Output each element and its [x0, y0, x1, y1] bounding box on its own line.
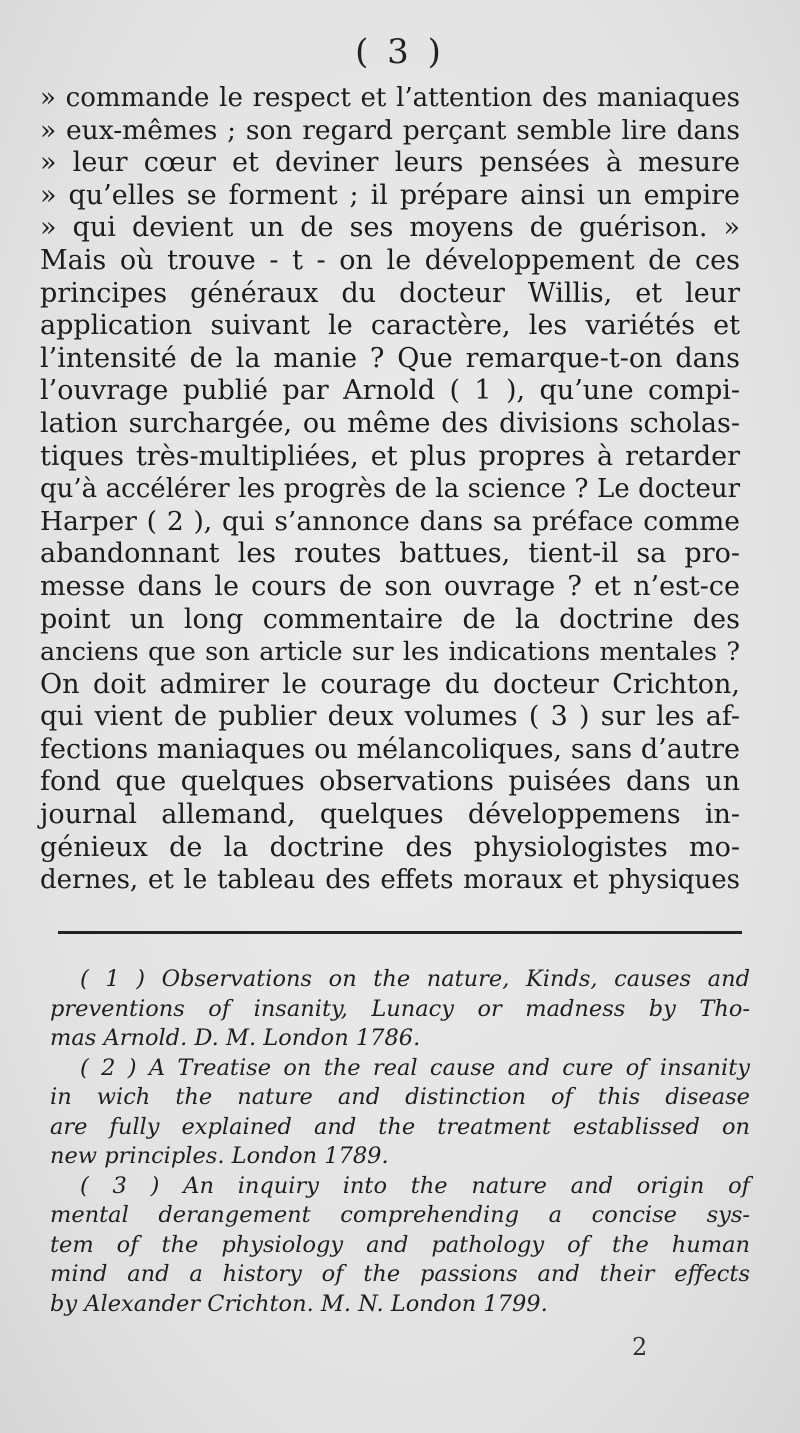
text-line: abandonnant les routes battues, tient-il sa pro- [40, 538, 740, 570]
text-line: qui vient de publier deux volumes ( 3 ) sur les af- [40, 701, 740, 733]
footnote-line: tem of the physiology and pathology of the human [50, 1231, 750, 1258]
text-line: » qu’elles se forment ; il prépare ainsi un empire [40, 179, 740, 211]
footnote-line: ( 2 ) A Treatise on the real cause and cure of insanity [80, 1054, 750, 1081]
text-line: génieux de la doctrine des physiologistes mo- [40, 831, 740, 863]
text-line: l’intensité de la manie ? Que remarque-t-on dans [40, 342, 740, 374]
footnote-line: preventions of insanity, Lunacy or madness by Tho- [50, 995, 750, 1022]
footnote-line: mental derangement comprehending a concise sys- [50, 1202, 750, 1228]
footnote-line: are fully explained and the treatment establissed on [50, 1113, 750, 1140]
text-line: Mais où trouve - t - on le développement de ces [40, 244, 740, 276]
footnote-line: mas Arnold. D. M. London 1786. [50, 1025, 421, 1051]
signature-mark: 2 [632, 1333, 648, 1361]
text-line: principes généraux du docteur Willis, et leur [40, 277, 740, 309]
text-line: lation surchargée, ou même des divisions scholas- [40, 407, 740, 439]
footnote-divider [58, 931, 742, 934]
text-line: » qui devient un de ses moyens de guérison. » [40, 212, 740, 244]
text-line: journal allemand, quelques développemens in- [40, 799, 740, 831]
footnotes [50, 965, 750, 1319]
footnote-line: mind and a history of the passions and their effects [50, 1261, 750, 1287]
page-number: ( 3 ) [355, 32, 445, 72]
footnote-line: new principles. London 1789. [50, 1143, 389, 1169]
footnote-line: ( 3 ) An inquiry into the nature and origin of [80, 1172, 750, 1199]
text-line: fond que quelques observations puisées dans un [40, 766, 740, 798]
footnote-line: in wich the nature and distinction of this disease [50, 1084, 750, 1110]
text-line: » commande le respect et l’attention des maniaques [40, 83, 740, 113]
text-line: dernes, et le tableau des effets moraux et physiques [40, 865, 740, 896]
text-line: l’ouvrage publié par Arnold ( 1 ), qu’une compi- [40, 375, 740, 407]
text-line: » eux-mêmes ; son regard perçant semble lire dans [40, 114, 740, 146]
text-line: On doit admirer le courage du docteur Crichton, [40, 668, 740, 700]
text-line: qu’à accélérer les progrès de la science ? Le docteur [40, 474, 740, 505]
text-line: Harper ( 2 ), qui s’annonce dans sa préface comme [40, 505, 740, 537]
text-line: » leur cœur et deviner leurs pensées à mesure [40, 147, 740, 179]
body-text [40, 82, 740, 897]
footnote-line: ( 1 ) Observations on the nature, Kinds, causes and [80, 966, 750, 992]
text-line: anciens que son article sur les indications mentales ? [40, 637, 740, 668]
text-line: application suivant le caractère, les variétés et [40, 310, 740, 342]
text-line: messe dans le cours de son ouvrage ? et n’est-ce [40, 570, 740, 602]
text-line: tiques très-multipliées, et plus propres à retarder [40, 440, 740, 472]
text-line: point un long commentaire de la doctrine des [40, 603, 740, 635]
text-line: fections maniaques ou mélancoliques, sans d’autre [40, 733, 740, 765]
footnote-line: by Alexander Crichton. M. N. London 1799. [50, 1290, 548, 1317]
